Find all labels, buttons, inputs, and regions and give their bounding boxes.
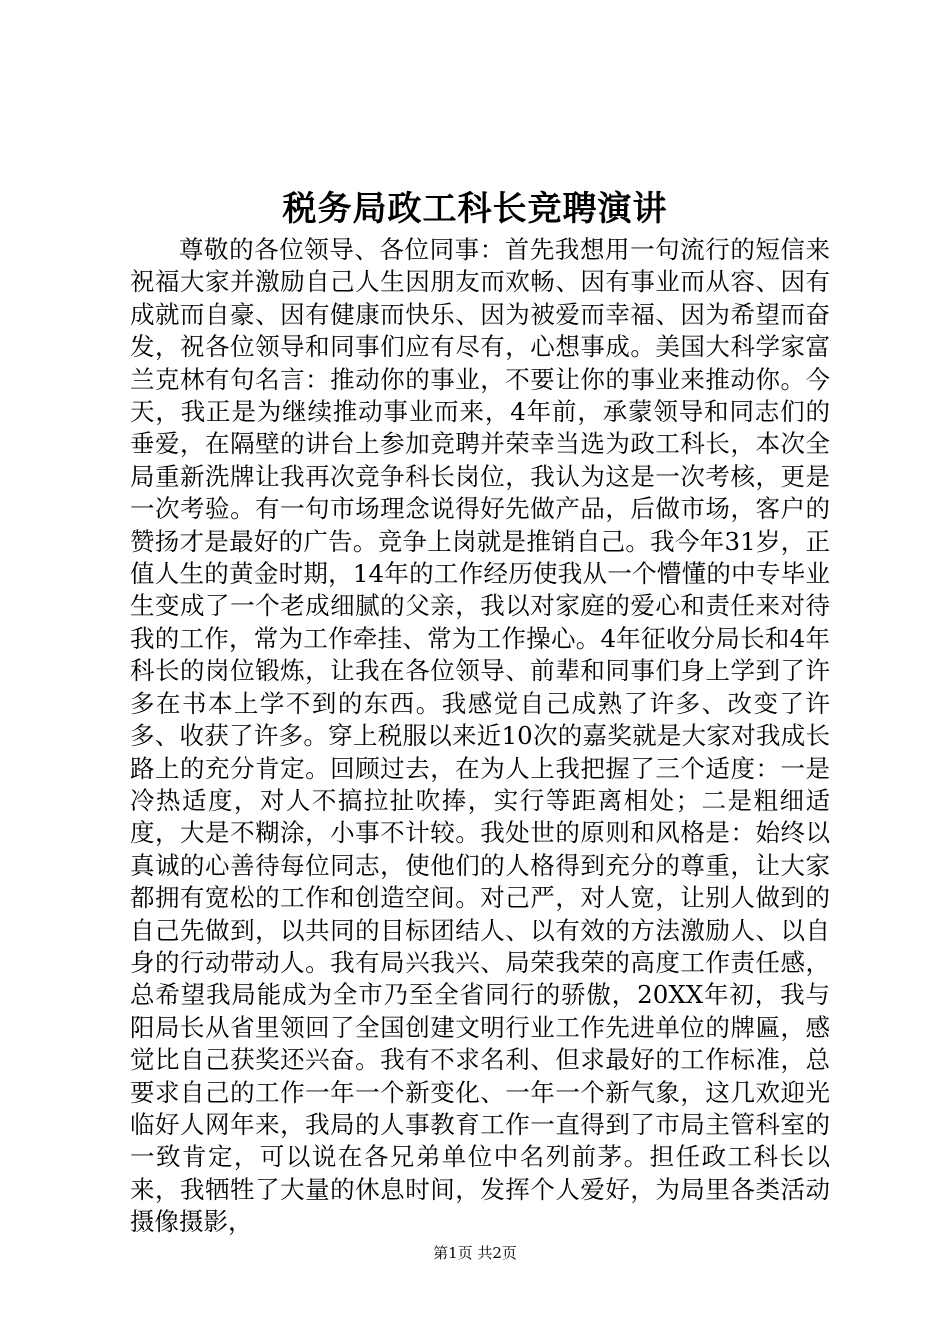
- page-footer: 第1页 共2页: [433, 1244, 517, 1262]
- document-title: 税务局政工科长竞聘演讲: [282, 189, 668, 229]
- document-body-paragraph: 尊敬的各位领导、各位同事：首先我想用一句流行的短信来祝福大家并激励自己人生因朋友而欢畅、因有事业而从容、因有成就而自豪、因有健康而快乐、因为被爱而幸福、因为希望而奋发，祝各位领导和同事们应有尽有，心想事成。美国大科学家富兰克林有句名言：推动你的事业，不要让你的事业来推动你。今天，我正是为继续推动事业而来，4年前，承蒙领导和同志们的垂爱，在隔壁的讲台上参加竞聘并荣幸当选为政工科长，本次全局重新洗牌让我再次竞争科长岗位，我认为这是一次考核，更是一次考验。有一句市场理念说得好先做产品，后做市场，客户的赞扬才是最好的广告。竞争上岗就是推销自己。我今年31岁，正值人生的黄金时期，14年的工作经历使我从一个懵懂的中专毕业生变成了一个老成细腻的父亲，我以对家庭的爱心和责任来对待我的工作，常为工作牵挂、常为工作操心。4年征收分局长和4年科长的岗位锻炼，让我在各位领导、前辈和同事们身上学到了许多在书本上学不到的东西。我感觉自己成熟了许多、改变了许多、收获了许多。穿上税服以来近10次的嘉奖就是大家对我成长路上的充分肯定。回顾过去，在为人上我把握了三个适度：一是冷热适度，对人不搞拉扯吹捧，实行等距离相处；二是粗细适度，大是不糊涂，小事不计较。我处世的原则和风格是：始终以真诚的心善待每位同志，使他们的人格得到充分的尊重，让大家都拥有宽松的工作和创造空间。对己严，对人宽，让别人做到的自己先做到，以共同的目标团结人、以有效的方法激励人、以自身的行动带动人。我有局兴我兴、局荣我荣的高度工作责任感，总希望我局能成为全市乃至全省同行的骄傲，20XX年初，我与阳局长从省里领回了全国创建文明行业工作先进单位的牌匾，感觉比自己获奖还兴奋。我有不求名利、但求最好的工作标准，总要求自己的工作一年一个新变化、一年一个新气象，这几欢迎光临好人网年来，我局的人事教育工作一直得到了市局主管科室的一致肯定，可以说在各兄弟单位中名列前茅。担任政工科长以来，我牺牲了大量的休息时间，发挥个人爱好，为局里各类活动摄像摄影，: [130, 235, 830, 1237]
